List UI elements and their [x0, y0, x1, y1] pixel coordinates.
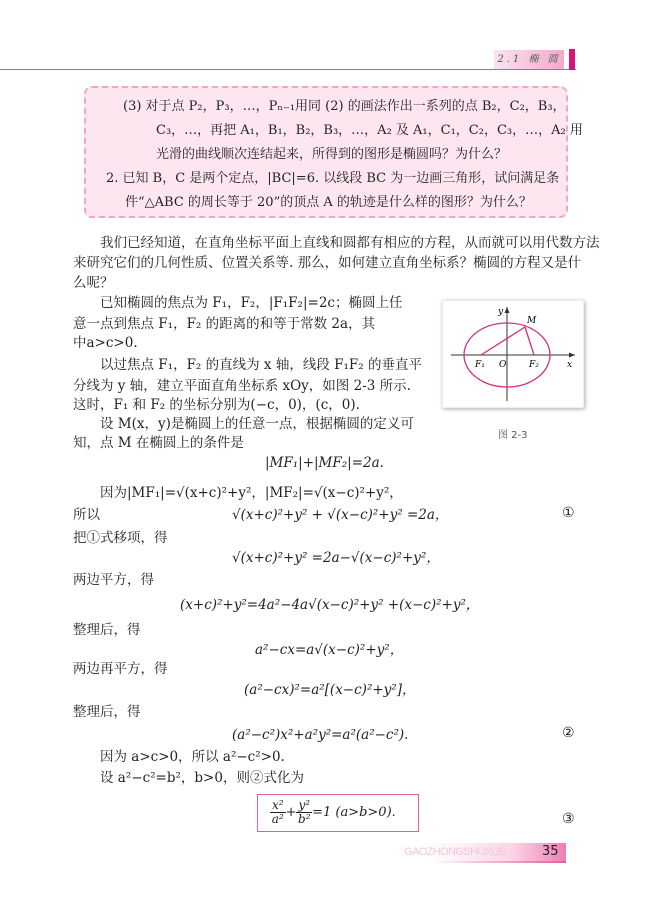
- x-axis-arrow-icon: [569, 353, 575, 358]
- plus-sign: +: [285, 805, 297, 820]
- exercise-box: [84, 86, 583, 218]
- exercise-line: 光滑的曲线顺次连结起来，所得到的图形是椭圆吗？为什么？: [156, 147, 508, 162]
- label-f1: F₁: [475, 360, 485, 370]
- paragraph-line: 来研究它们的几何性质、位置关系等. 那么，如何建立直角坐标系？椭圆的方程又是什: [73, 255, 582, 271]
- equation: (a²−cx)²=a²[(x−c)²+y²]，: [244, 682, 416, 698]
- paragraph-line: 两边再平方，得: [73, 661, 168, 677]
- paragraph-line: 因为|MF₁|=√(x+c)²+y²，|MF₂|=√(x−c)²+y²，: [100, 485, 403, 501]
- equation-number-1: ①: [562, 505, 575, 521]
- header-accent-bar: [569, 49, 575, 70]
- paragraph-line: 设 a²−c²=b²，b>0，则②式化为: [100, 770, 304, 786]
- equation: (x+c)²+y²=4a²−4a√(x−c)²+y² +(x−c)²+y²，: [180, 597, 480, 613]
- exercise-line: 2. 已知 B，C 是两个定点，|BC|=6. 以线段 BC 为一边画三角形，试问满足条: [106, 171, 560, 186]
- fraction-numerator: y²: [298, 798, 311, 812]
- label-f2: F₂: [529, 360, 539, 370]
- exercise-line: C₃，…，再把 A₁，B₁，B₂，B₃，…，A₂ 及 A₁，C₁，C₂，C₃，…，A₂ 用: [156, 123, 583, 138]
- label-y: y: [498, 307, 504, 317]
- paragraph-line: 所以: [73, 507, 100, 523]
- paragraph-line: 中a>c>0.: [73, 335, 138, 351]
- paragraph-line: 两边平方，得: [73, 572, 154, 588]
- paragraph-line: 已知椭圆的焦点为 F₁，F₂，|F₁F₂|=2c；椭圆上任: [100, 295, 403, 311]
- ellipse-diagram: [443, 301, 583, 407]
- fraction-denominator: a²: [271, 812, 284, 826]
- paragraph-line: 整理后，得: [73, 622, 141, 638]
- paragraph-line: 我们已经知道，在直角坐标平面上直线和圆都有相应的方程，从而就可以用代数方法: [100, 235, 600, 251]
- page-number: 35: [542, 844, 559, 859]
- paragraph-line: 设 M(x，y)是椭圆上的任意一点，根据椭圆的定义可: [100, 416, 414, 432]
- y-axis-arrow-icon: [505, 307, 510, 313]
- exercise-line: 件“△ABC 的周长等于 20”的顶点 A 的轨迹是什么样的图形？为什么？: [125, 195, 532, 210]
- paragraph-line: 意一点到焦点 F₁，F₂ 的距离的和等于常数 2a，其: [73, 316, 376, 332]
- equation-1: √(x+c)²+y² + √(x−c)²+y² =2a，: [232, 507, 449, 523]
- section-title: 2.1 椭 圆: [494, 50, 564, 69]
- ellipse-standard-equation-box: [257, 794, 419, 832]
- equation-number-3: ③: [562, 811, 575, 827]
- figure-caption: 图 2-3: [498, 430, 528, 441]
- footer-rule: [430, 861, 566, 863]
- segment-mf2: [525, 327, 534, 355]
- equation: |MF₁|+|MF₂|=2a.: [265, 455, 384, 471]
- paragraph-line: 把①式移项，得: [73, 530, 168, 546]
- equation-rest: =1 (a>b>0).: [312, 805, 396, 820]
- equation: √(x+c)²+y² =2a−√(x−c)²+y²，: [232, 550, 440, 566]
- figure-2-3: [442, 300, 584, 408]
- paragraph-line: 以过焦点 F₁，F₂ 的直线为 x 轴，线段 F₁F₂ 的垂直平: [100, 357, 422, 373]
- equation: a²−cx=a√(x−c)²+y²，: [255, 642, 404, 658]
- fraction-numerator: x²: [272, 798, 284, 812]
- equation-number-2: ②: [562, 725, 575, 741]
- segment-mf1: [481, 327, 525, 355]
- equation-2: (a²−c²)x²+a²y²=a²(a²−c²).: [232, 727, 409, 743]
- fraction-denominator: b²: [298, 812, 311, 826]
- label-x: x: [567, 360, 573, 370]
- paragraph-line: 这时，F₁ 和 F₂ 的坐标分别为(−c，0)，(c，0).: [73, 397, 360, 413]
- label-o: O: [499, 360, 507, 370]
- paragraph-line: 么呢？: [73, 275, 114, 291]
- footer-brand: GAOZHONGSHUXUE: [404, 846, 506, 858]
- label-m: M: [527, 316, 537, 326]
- paragraph-line: 分线为 y 轴，建立平面直角坐标系 xOy，如图 2-3 所示.: [73, 378, 411, 394]
- paragraph-line: 因为 a>c>0，所以 a²−c²>0.: [100, 749, 285, 765]
- header-rule: [0, 69, 576, 70]
- paragraph-line: 知，点 M 在椭圆上的条件是: [73, 435, 244, 451]
- exercise-line: (3) 对于点 P₂，P₃，…，Pₙ₋₁用同 (2) 的画法作出一系列的点 B₂，C₂，B₃，: [123, 99, 566, 114]
- paragraph-line: 整理后，得: [73, 704, 141, 720]
